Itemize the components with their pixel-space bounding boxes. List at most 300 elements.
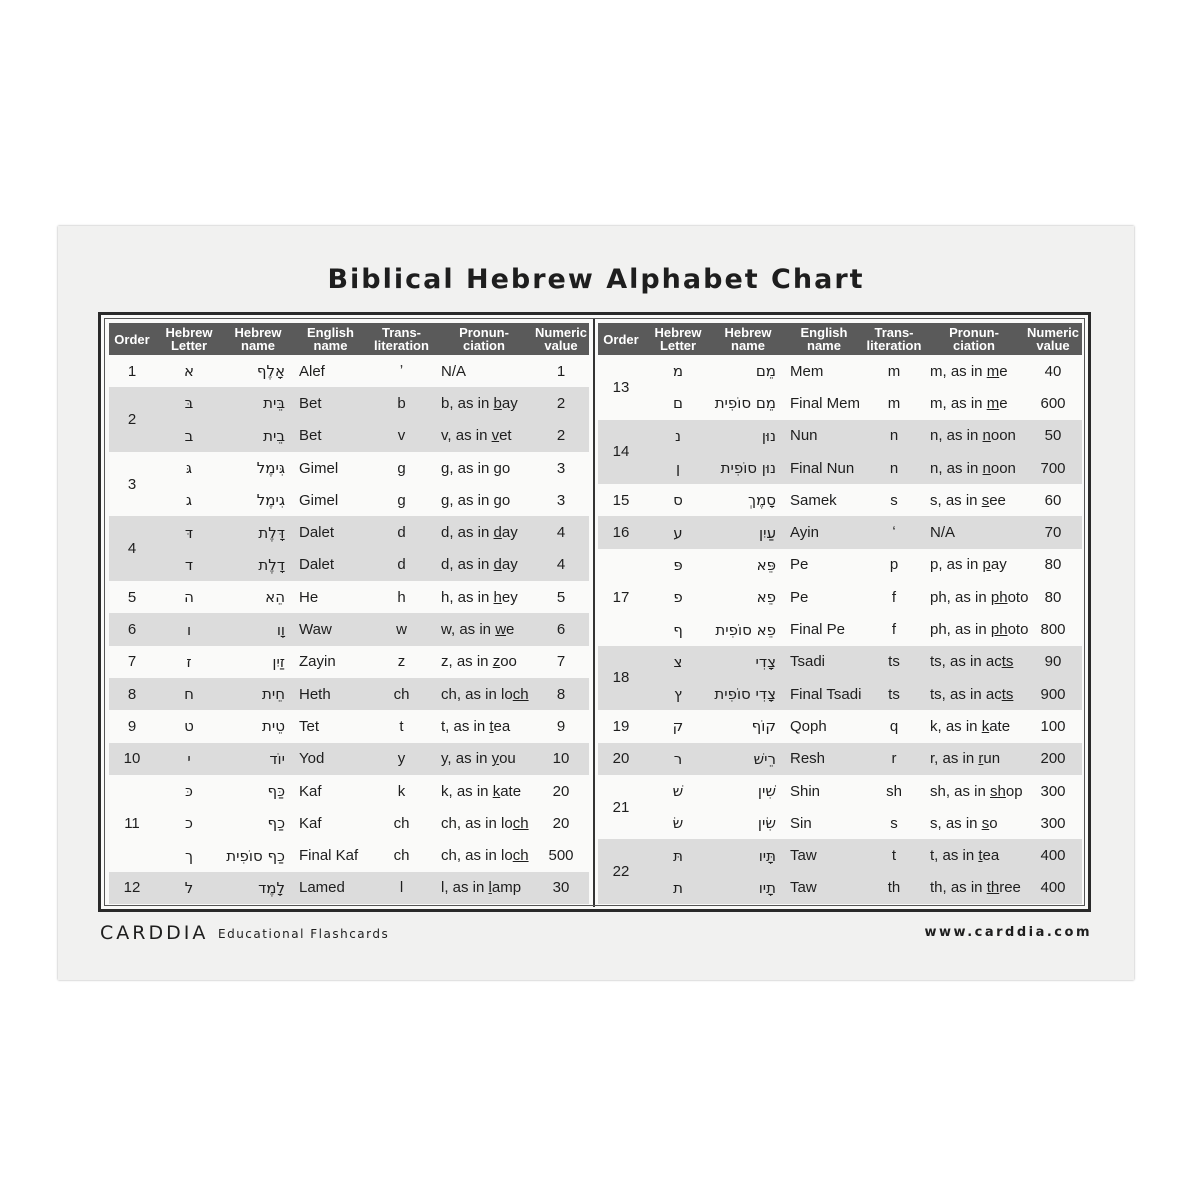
numeric-value-cell: 10 [533, 743, 589, 775]
order-cell: 11 [124, 814, 140, 832]
column-header-label: name [313, 338, 348, 353]
hebrew-letter-cell: פּ [673, 555, 683, 574]
table-row [109, 710, 589, 742]
pronunciation-text: ay [501, 556, 518, 574]
pronunciation-highlight: ch [512, 685, 529, 703]
table-row [598, 646, 1082, 678]
hebrew-letter-cell: ף [673, 620, 683, 639]
hebrew-name-cell: וָו [223, 613, 293, 645]
numeric-value-cell: 20 [552, 782, 570, 800]
transliteration-cell: f [891, 621, 897, 639]
hebrew-letter-cell: גּ [185, 459, 193, 478]
hebrew-name-cell: גִּימֶל [256, 459, 285, 478]
order-cell: 20 [598, 743, 644, 775]
hebrew-letter-cell: ה [184, 588, 194, 607]
table-divider [593, 319, 595, 907]
hebrew-letter-cell: א [183, 362, 195, 381]
pronunciation-text: N/A [930, 524, 956, 542]
header-row [598, 323, 1082, 355]
transliteration-cell: w [368, 613, 435, 645]
english-name-cell: Samek [790, 491, 837, 509]
pronunciation-cell [435, 452, 533, 484]
pronunciation-text: ea [493, 717, 511, 735]
pronunciation-cell [435, 549, 533, 581]
pronunciation-highlight: w [495, 621, 507, 639]
transliteration-cell: t [864, 839, 924, 871]
pronunciation-cell [924, 743, 1024, 775]
order-cell: 16 [598, 516, 644, 548]
column-header-label: Hebrew [724, 325, 772, 340]
transliteration-cell: ts [864, 646, 924, 678]
pronunciation-cell [435, 710, 533, 742]
pronunciation-highlight: m [986, 394, 1000, 412]
pronunciation-highlight: z [492, 653, 501, 671]
pronunciation-cell [435, 484, 533, 516]
numeric-value-cell: 400 [1024, 839, 1082, 871]
column-header-label: Numeric [1026, 325, 1080, 340]
hebrew-letter-cell: שׁ [672, 782, 684, 800]
pronunciation-text: oon [990, 459, 1016, 477]
english-name-cell: Shin [790, 782, 821, 800]
pronunciation-cell [924, 839, 1024, 871]
pronunciation-highlight: ph [990, 621, 1008, 639]
pronunciation-cell [924, 549, 1024, 581]
pronunciation-cell [924, 646, 1024, 678]
transliteration-cell: sh [886, 782, 902, 800]
pronunciation-highlight: t [978, 847, 983, 865]
transliteration-cell: z [397, 653, 406, 671]
hebrew-name-cell: גִימֶל [256, 491, 285, 510]
pronunciation-cell [924, 420, 1024, 452]
pronunciation-text: oto [1007, 588, 1029, 606]
transliteration-cell: s [890, 491, 898, 509]
order-cell: 6 [109, 613, 155, 645]
footer-subtitle: Educational Flashcards [218, 927, 390, 941]
transliteration-cell: th [864, 872, 924, 904]
hebrew-name-cell: כַף סוֹפִית [226, 846, 285, 865]
column-header-label: Order [603, 331, 639, 347]
chart-title: Biblical Hebrew Alphabet Chart [327, 264, 865, 295]
pronunciation-text: b, as in [441, 394, 494, 412]
order-cell: 8 [109, 678, 155, 710]
order-cell: 17 [612, 588, 630, 606]
english-name-cell: Pe [790, 588, 809, 606]
english-name-cell: Resh [784, 743, 864, 775]
table-row [109, 613, 589, 645]
english-name-cell: Final Tsadi [784, 678, 864, 710]
pronunciation-text: n, as in [930, 459, 983, 477]
column-header-label: Hebrew [234, 325, 282, 340]
column-header [155, 323, 223, 355]
table-row [109, 678, 589, 710]
order-cell: 5 [127, 588, 137, 606]
column-header-label: name [241, 338, 275, 353]
numeric-value-cell: 4 [533, 516, 589, 548]
table-row [598, 710, 1082, 742]
numeric-value-cell: 2 [533, 420, 589, 452]
hebrew-letter-cell: ג [185, 491, 193, 510]
column-header-label: value [544, 338, 578, 353]
english-name-cell: Alef [299, 362, 325, 380]
english-name-cell: Gimel [299, 459, 339, 477]
pronunciation-cell [435, 807, 533, 839]
column-header [644, 323, 712, 355]
numeric-value-cell: 3 [556, 491, 566, 509]
pronunciation-highlight: t [489, 717, 494, 735]
pronunciation-text: e [999, 362, 1008, 380]
hebrew-letter-cell: ם [673, 394, 683, 413]
column-header [368, 323, 435, 355]
pronunciation-cell [924, 581, 1029, 613]
pronunciation-cell [924, 355, 1024, 387]
pronunciation-text: ate [989, 717, 1011, 735]
pronunciation-cell [435, 678, 533, 710]
table-row [109, 581, 589, 613]
english-name-cell: Zayin [299, 653, 336, 671]
pronunciation-text: d, as in [441, 524, 494, 542]
table-row [598, 839, 1082, 871]
alphabet-table-frame [98, 312, 1091, 912]
pronunciation-text: z, as in [441, 653, 493, 671]
pronunciation-cell [435, 581, 533, 613]
pronunciation-text: k, as in [930, 717, 982, 735]
pronunciation-text: th, as in [930, 879, 987, 897]
table-row [109, 743, 589, 775]
order-cell: 9 [127, 717, 137, 735]
numeric-value-cell: 70 [1024, 516, 1082, 548]
pronunciation-text: t, as in [930, 847, 979, 865]
hebrew-name-cell: פֵא [756, 588, 776, 607]
hebrew-letter-cell: ן [644, 452, 712, 484]
transliteration-cell: r [864, 743, 924, 775]
hebrew-name-cell: בֵּית [223, 387, 293, 419]
english-name-cell: Yod [293, 743, 368, 775]
hebrew-name-cell: תָיו [712, 872, 784, 904]
numeric-value-cell: 3 [556, 459, 566, 477]
pronunciation-text: ate [500, 782, 522, 800]
numeric-value-cell: 6 [533, 613, 589, 645]
pronunciation-highlight: ch [512, 847, 529, 865]
column-header [598, 323, 644, 355]
hebrew-letter-cell: פ [673, 588, 683, 607]
order-cell: 10 [109, 743, 155, 775]
transliteration-cell: d [368, 516, 435, 548]
transliteration-cell: ch [368, 678, 435, 710]
carddia-logo: CARDDIA [100, 922, 209, 944]
hebrew-name-cell: צָדִי סוֹפִית [712, 678, 784, 710]
hebrew-letter-cell: תּ [644, 839, 712, 871]
pronunciation-cell [924, 484, 1024, 516]
numeric-value-cell: 80 [1044, 556, 1062, 574]
order-cell: 12 [109, 872, 155, 904]
column-header [109, 323, 155, 355]
pronunciation-text: ou [499, 750, 516, 768]
hebrew-name-cell: הֵא [265, 588, 285, 607]
numeric-value-cell: 100 [1040, 717, 1066, 735]
column-header-label: Pronun- [949, 325, 999, 340]
hebrew-name-cell: אָלֶף [256, 362, 285, 381]
hebrew-letter-cell: ק [672, 717, 684, 736]
table-row [598, 387, 1082, 419]
pronunciation-cell [435, 872, 533, 904]
pronunciation-text: amp [491, 879, 522, 897]
column-header-label: Trans- [381, 325, 421, 340]
table-row [598, 678, 1082, 710]
english-name-cell: Dalet [293, 516, 368, 548]
transliteration-cell: v [368, 420, 435, 452]
pronunciation-text: ch, as in lo [441, 685, 513, 703]
column-header [435, 323, 533, 355]
hebrew-name-cell: נוּן סוֹפִית [712, 452, 784, 484]
hebrew-letter-cell: ד [155, 549, 223, 581]
pronunciation-text: oto [1007, 621, 1029, 639]
numeric-value-cell: 50 [1024, 420, 1082, 452]
table-row [109, 420, 589, 452]
pronunciation-text: o [989, 814, 998, 832]
pronunciation-highlight: ts [1001, 653, 1014, 671]
table-row [598, 872, 1082, 904]
column-header [784, 323, 864, 355]
pronunciation-text: un [983, 750, 1001, 768]
transliteration-cell: ʼ [399, 362, 404, 380]
table-row [598, 452, 1082, 484]
table-row [598, 581, 1082, 613]
english-name-cell: Lamed [293, 872, 368, 904]
pronunciation-highlight: l [488, 879, 492, 897]
table-row [109, 452, 589, 484]
pronunciation-highlight: k [492, 782, 501, 800]
pronunciation-cell [435, 516, 533, 548]
pronunciation-highlight: y [491, 750, 500, 768]
right-table-half [598, 323, 1082, 903]
numeric-value-cell: 1 [556, 362, 566, 380]
pronunciation-highlight: g [493, 491, 502, 509]
numeric-value-cell: 500 [548, 847, 574, 865]
order-cell: 2 [109, 387, 155, 452]
transliteration-cell: p [889, 556, 899, 574]
transliteration-cell: k [397, 782, 406, 800]
english-name-cell: Bet [293, 387, 368, 419]
english-name-cell: Kaf [299, 782, 322, 800]
english-name-cell: Gimel [299, 491, 339, 509]
pronunciation-text: m, as in [930, 362, 987, 380]
numeric-value-cell: 8 [533, 678, 589, 710]
hebrew-name-cell: כַף [267, 814, 285, 833]
pronunciation-text: ree [999, 879, 1021, 897]
english-name-cell: Taw [784, 872, 864, 904]
pronunciation-highlight: m [986, 362, 1000, 380]
transliteration-cell: m [887, 362, 901, 380]
transliteration-cell: ch [393, 814, 410, 832]
table-row [109, 516, 589, 548]
pronunciation-highlight: ph [990, 588, 1008, 606]
pronunciation-text: N/A [441, 362, 467, 380]
pronunciation-cell [924, 775, 1024, 807]
pronunciation-text: ea [982, 847, 1000, 865]
hebrew-letter-cell: שׂ [672, 814, 684, 833]
numeric-value-cell: 4 [533, 549, 589, 581]
hebrew-name-cell: שִׂין [757, 814, 776, 833]
english-name-cell: Dalet [293, 549, 368, 581]
numeric-value-cell: 200 [1024, 743, 1082, 775]
pronunciation-highlight: h [493, 588, 502, 606]
numeric-value-cell: 2 [533, 387, 589, 419]
hebrew-name-cell: דָלֶת [223, 549, 293, 581]
table-row [109, 549, 589, 581]
pronunciation-text: ey [501, 588, 518, 606]
column-header-label: literation [866, 338, 922, 353]
table-row [109, 484, 589, 516]
pronunciation-text: ch, as in lo [441, 814, 513, 832]
pronunciation-text: g, as in [441, 491, 494, 509]
numeric-value-cell: 9 [556, 717, 566, 735]
pronunciation-cell [435, 355, 533, 387]
pronunciation-text: s, as in [930, 491, 982, 509]
pronunciation-text: ph, as in [930, 621, 991, 639]
pronunciation-highlight: k [981, 717, 990, 735]
numeric-value-cell: 300 [1040, 814, 1066, 832]
order-cell: 15 [612, 491, 630, 509]
numeric-value-cell: 600 [1040, 394, 1066, 412]
pronunciation-text: w, as in [441, 621, 496, 639]
english-name-cell: Nun [784, 420, 864, 452]
pronunciation-highlight: ts [1001, 685, 1014, 703]
pronunciation-highlight: p [982, 556, 991, 574]
transliteration-cell: ʻ [864, 516, 924, 548]
footer-url: www.carddia.com [924, 925, 1092, 940]
order-cell: 7 [127, 653, 137, 671]
transliteration-cell: ts [864, 678, 924, 710]
table-row [109, 839, 589, 871]
pronunciation-highlight: g [493, 459, 502, 477]
pronunciation-highlight: s [981, 814, 990, 832]
numeric-value-cell: 400 [1024, 872, 1082, 904]
order-cell: 4 [109, 516, 155, 581]
table-row [598, 420, 1082, 452]
pronunciation-text: ts, as in ac [930, 685, 1002, 703]
pronunciation-text: e [506, 621, 515, 639]
transliteration-cell: l [368, 872, 435, 904]
table-row [598, 775, 1082, 807]
order-cell: 13 [612, 378, 630, 396]
english-name-cell: Tet [299, 717, 320, 735]
pronunciation-text: ts, as in ac [930, 653, 1002, 671]
pronunciation-highlight: n [982, 427, 991, 445]
order-cell: 1 [127, 362, 137, 380]
hebrew-name-cell: רֵישׁ [712, 743, 784, 775]
pronunciation-cell [924, 678, 1024, 710]
pronunciation-cell [435, 387, 533, 419]
column-header-label: Trans- [874, 325, 914, 340]
hebrew-letter-cell: י [155, 743, 223, 775]
transliteration-cell: n [864, 420, 924, 452]
pronunciation-text: k, as in [441, 782, 493, 800]
pronunciation-cell [435, 775, 533, 807]
pronunciation-highlight: th [986, 879, 1000, 897]
english-name-cell: Waw [293, 613, 368, 645]
column-header [924, 323, 1024, 355]
left-table-body [109, 355, 589, 904]
pronunciation-text: n, as in [930, 427, 983, 445]
column-header-label: value [1036, 338, 1070, 353]
hebrew-letter-cell: ז [186, 652, 192, 671]
numeric-value-cell: 800 [1040, 621, 1066, 639]
pronunciation-cell [924, 516, 1024, 548]
hebrew-letter-cell: ב [155, 420, 223, 452]
numeric-value-cell: 30 [533, 872, 589, 904]
column-header-label: Order [114, 331, 150, 347]
chart-card [58, 226, 1134, 980]
pronunciation-cell [924, 452, 1024, 484]
table-row [109, 872, 589, 904]
column-header-label: name [807, 338, 841, 353]
pronunciation-text: h, as in [441, 588, 494, 606]
hebrew-name-cell: קוֹף [751, 717, 776, 736]
pronunciation-text: g, as in [441, 459, 494, 477]
pronunciation-text: d, as in [441, 556, 494, 574]
numeric-value-cell: 5 [556, 588, 566, 606]
table-row [598, 807, 1082, 839]
transliteration-cell: g [397, 491, 406, 509]
column-header-label: ciation [953, 338, 995, 353]
hebrew-letter-cell: ס [673, 491, 683, 510]
hebrew-letter-cell: נ [644, 420, 712, 452]
numeric-value-cell: 7 [556, 653, 566, 671]
numeric-value-cell: 900 [1024, 678, 1082, 710]
pronunciation-text: r, as in [930, 750, 979, 768]
table-row [598, 743, 1082, 775]
column-header [223, 323, 293, 355]
numeric-value-cell: 20 [552, 814, 570, 832]
hebrew-letter-cell: ץ [644, 678, 712, 710]
order-cell: 3 [127, 475, 137, 493]
transliteration-cell: h [397, 588, 406, 606]
english-name-cell: He [299, 588, 319, 606]
transliteration-cell: n [864, 452, 924, 484]
pronunciation-cell [435, 646, 533, 678]
transliteration-cell: g [397, 459, 406, 477]
transliteration-cell: y [368, 743, 435, 775]
hebrew-name-cell: חֵית [223, 678, 293, 710]
pronunciation-text: ee [989, 491, 1006, 509]
pronunciation-highlight: d [493, 556, 502, 574]
pronunciation-text: ay [501, 524, 518, 542]
hebrew-name-cell: מֵם [755, 362, 776, 381]
hebrew-name-cell: זַיִן [272, 652, 285, 671]
hebrew-letter-cell: ע [644, 516, 712, 548]
english-name-cell: Pe [790, 556, 809, 574]
column-header-label: name [731, 338, 765, 353]
pronunciation-cell [435, 839, 533, 871]
order-cell: 18 [598, 646, 644, 711]
pronunciation-text: et [499, 427, 512, 445]
english-name-cell: Bet [293, 420, 368, 452]
hebrew-name-cell: פֵא סוֹפִית [715, 620, 776, 639]
pronunciation-highlight: r [978, 750, 984, 768]
pronunciation-text: o [501, 491, 511, 509]
english-name-cell: Tsadi [784, 646, 864, 678]
column-header-label: Letter [659, 338, 697, 353]
order-cell: 22 [598, 839, 644, 904]
pronunciation-highlight: sh [990, 782, 1006, 800]
column-header [712, 323, 784, 355]
numeric-value-cell: 700 [1024, 452, 1082, 484]
column-header-label: English [307, 325, 354, 340]
column-header-label: Hebrew [165, 325, 213, 340]
table-row [109, 775, 589, 807]
hebrew-letter-cell: ח [155, 678, 223, 710]
english-name-cell: Final Nun [784, 452, 864, 484]
